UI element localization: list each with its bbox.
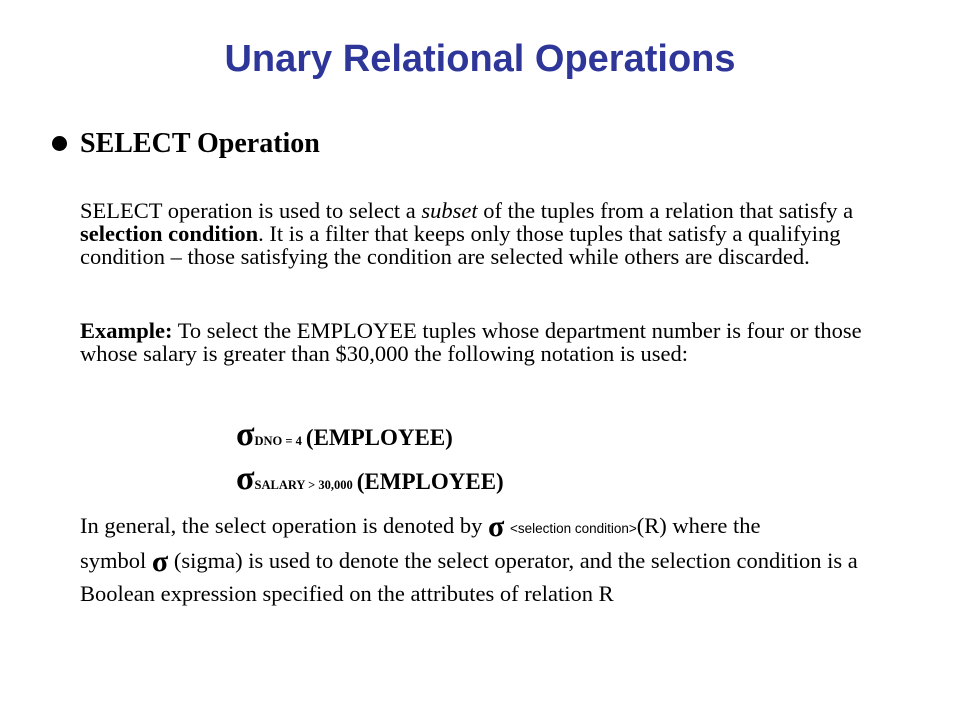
relation-name: (EMPLOYEE) [356, 469, 504, 494]
sigma-symbol: σ [151, 545, 169, 578]
select-expression-1 [236, 416, 453, 454]
selection-condition: SALARY > 30,000 [254, 478, 353, 492]
general-paragraph [80, 510, 920, 610]
p3-text-4: (sigma) is used to denote the select operator, and the selection condition is a Boolean expression specified on the attributes of relation R [80, 548, 858, 606]
p1-text-3: . It is a filter that keeps only those tuples that satisfy a qualifying condition – those satisfying the condition are selected while others are discarded. [80, 221, 841, 269]
sigma-symbol: σ [236, 416, 255, 453]
sigma-symbol: σ [487, 510, 505, 543]
sigma-symbol: σ [236, 460, 255, 497]
slide-title: Unary Relational Operations [224, 38, 736, 80]
p1-text-1: SELECT operation is used to select a [80, 198, 422, 223]
description-paragraph [80, 199, 920, 268]
condition-subscript: <selection condition> [509, 521, 637, 536]
p1-strong: selection condition [80, 221, 259, 246]
select-expression-2 [236, 460, 504, 498]
p3-text-1: In general, the select operation is denoted by [80, 513, 488, 538]
p1-text-2: of the tuples from a relation that satisfy a [477, 198, 854, 223]
example-label: Example: [80, 318, 173, 343]
p3-text-3: symbol [80, 548, 152, 573]
example-text: To select the EMPLOYEE tuples whose department number is four or those whose salary is greater than $30,000 the following notation is used: [80, 318, 862, 366]
selection-condition: DNO = 4 [254, 434, 302, 448]
relation-name: (EMPLOYEE) [305, 425, 453, 450]
bullet-dot-icon [52, 136, 67, 151]
bullet-heading: SELECT Operation [80, 128, 320, 159]
p3-text-2: (R) where the [636, 513, 761, 538]
p1-emphasis: subset [421, 198, 478, 223]
example-paragraph [80, 319, 920, 365]
